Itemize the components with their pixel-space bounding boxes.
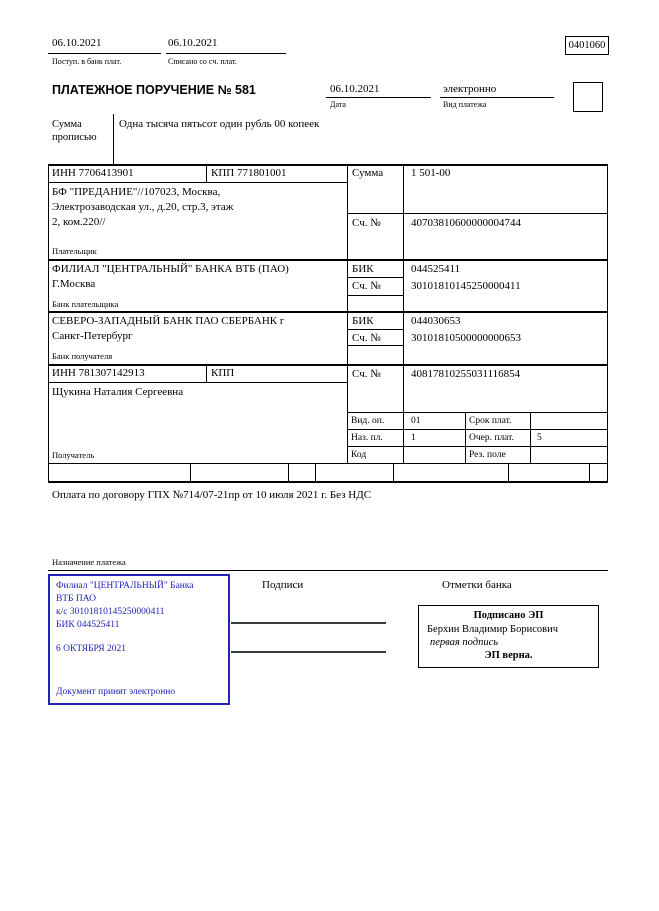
payer-kpp: КПП 771801001	[211, 167, 287, 179]
date-underline	[326, 97, 431, 98]
received-in-bank-label: Поступ. в банк плат.	[52, 57, 122, 66]
payer-name-line1: БФ "ПРЕДАНИЕ"//107023, Москва,	[52, 186, 221, 198]
purpose-code-value: 1	[411, 433, 416, 443]
payment-type-label: Вид платежа	[443, 100, 487, 109]
payer-label: Плательщик	[52, 246, 97, 256]
payer-bank-label: Банк плательщика	[52, 299, 119, 309]
stamp-note: Документ принят электронно	[56, 687, 176, 697]
payee-label: Получатель	[52, 450, 95, 460]
payer-bank-bik: 044525411	[411, 263, 461, 275]
payer-name-line2: Электрозаводская ул., д.20, стр.3, этаж	[52, 201, 234, 213]
stamp-date: 6 ОКТЯБРЯ 2021	[56, 644, 126, 654]
due-date-label: Срок плат.	[469, 416, 512, 426]
payee-inn: ИНН 781307142913	[52, 367, 145, 379]
date-label: Дата	[330, 100, 346, 109]
table-top-border	[48, 164, 608, 166]
order-value: 5	[537, 433, 542, 443]
payer-bank-account-label: Сч. №	[352, 280, 381, 292]
bank-stamp-box	[48, 574, 230, 705]
payee-bank-bik-label: БИК	[352, 315, 374, 327]
stamp-corr-account: к/с 30101810145250000411	[56, 607, 165, 617]
payee-bank-line2: Санкт-Петербург	[52, 330, 133, 342]
purpose-section-border	[48, 570, 608, 571]
esign-title: Подписано ЭП	[473, 610, 544, 621]
payee-bank-account: 30101810500000000653	[411, 332, 521, 344]
payee-bank-account-label: Сч. №	[352, 332, 381, 344]
amount-in-words: Одна тысяча пятьсот один рубль 00 копеек	[119, 118, 320, 130]
bank-marks-heading: Отметки банка	[442, 579, 512, 591]
sum-value: 1 501-00	[411, 167, 451, 179]
received-in-bank-date: 06.10.2021	[52, 37, 102, 49]
esign-box	[418, 605, 599, 668]
payer-bank-line1: ФИЛИАЛ "ЦЕНТРАЛЬНЫЙ" БАНКА ВТБ (ПАО)	[52, 263, 289, 275]
payer-inn: ИНН 7706413901	[52, 167, 134, 179]
signature-line-1	[231, 622, 386, 624]
payment-purpose-label: Назначение платежа	[52, 557, 126, 567]
reserve-field-label: Рез. поле	[469, 450, 506, 460]
amount-in-words-label: Сумма прописью	[52, 119, 97, 143]
payment-purpose-text: Оплата по договору ГПХ №714/07-21пр от 10 июля 2021 г. Без НДС	[52, 489, 372, 501]
received-date-underline	[48, 53, 161, 54]
stamp-bank-line2: ВТБ ПАО	[56, 594, 96, 604]
payer-bank-bik-label: БИК	[352, 263, 374, 275]
op-type-value: 01	[411, 416, 421, 426]
stamp-bik: БИК 044525411	[56, 620, 120, 630]
payment-type-value: электронно	[443, 83, 497, 95]
purpose-code-label: Наз. пл.	[351, 433, 383, 443]
payer-account: 40703810600000004744	[411, 217, 521, 229]
esign-valid: ЭП верна.	[484, 650, 533, 661]
code-label: Код	[351, 450, 367, 460]
payer-name-line3: 2, ком.220//	[52, 216, 106, 228]
payment-type-underline	[440, 97, 554, 98]
signatures-heading: Подписи	[262, 579, 304, 591]
amount-words-divider	[113, 114, 114, 164]
esign-name: Берхин Владимир Борисович	[427, 624, 558, 635]
payee-bank-line1: СЕВЕРО-ЗАПАДНЫЙ БАНК ПАО СБЕРБАНК г	[52, 315, 285, 327]
op-type-label: Вид. оп.	[351, 416, 385, 426]
payee-kpp: КПП	[211, 367, 235, 379]
table-bottom-border	[48, 481, 608, 483]
document-title: ПЛАТЕЖНОЕ ПОРУЧЕНИЕ № 581	[52, 83, 256, 97]
document-date: 06.10.2021	[330, 83, 380, 95]
debited-date: 06.10.2021	[168, 37, 218, 49]
payer-bank-line2: Г.Москва	[52, 278, 96, 290]
payer-bank-account: 30101810145250000411	[411, 280, 521, 292]
debited-date-underline	[166, 53, 286, 54]
priority-box	[573, 82, 603, 112]
esign-subtitle: первая подпись	[430, 637, 499, 648]
payee-account-label: Сч. №	[352, 368, 381, 380]
sum-label: Сумма	[352, 167, 384, 179]
form-code-box: 0401060	[565, 36, 609, 55]
payee-name: Щукина Наталия Сергеевна	[52, 386, 184, 398]
order-label: Очер. плат.	[469, 433, 514, 443]
payee-account: 40817810255031116854	[411, 368, 521, 380]
payee-bank-label: Банк получателя	[52, 351, 113, 361]
payer-account-label: Сч. №	[352, 217, 381, 229]
debited-label: Списано со сч. плат.	[168, 57, 237, 66]
stamp-bank-line1: Филиал "ЦЕНТРАЛЬНЫЙ" Банка	[56, 581, 194, 591]
signature-line-2	[231, 651, 386, 653]
payee-bank-bik: 044030653	[411, 315, 461, 327]
